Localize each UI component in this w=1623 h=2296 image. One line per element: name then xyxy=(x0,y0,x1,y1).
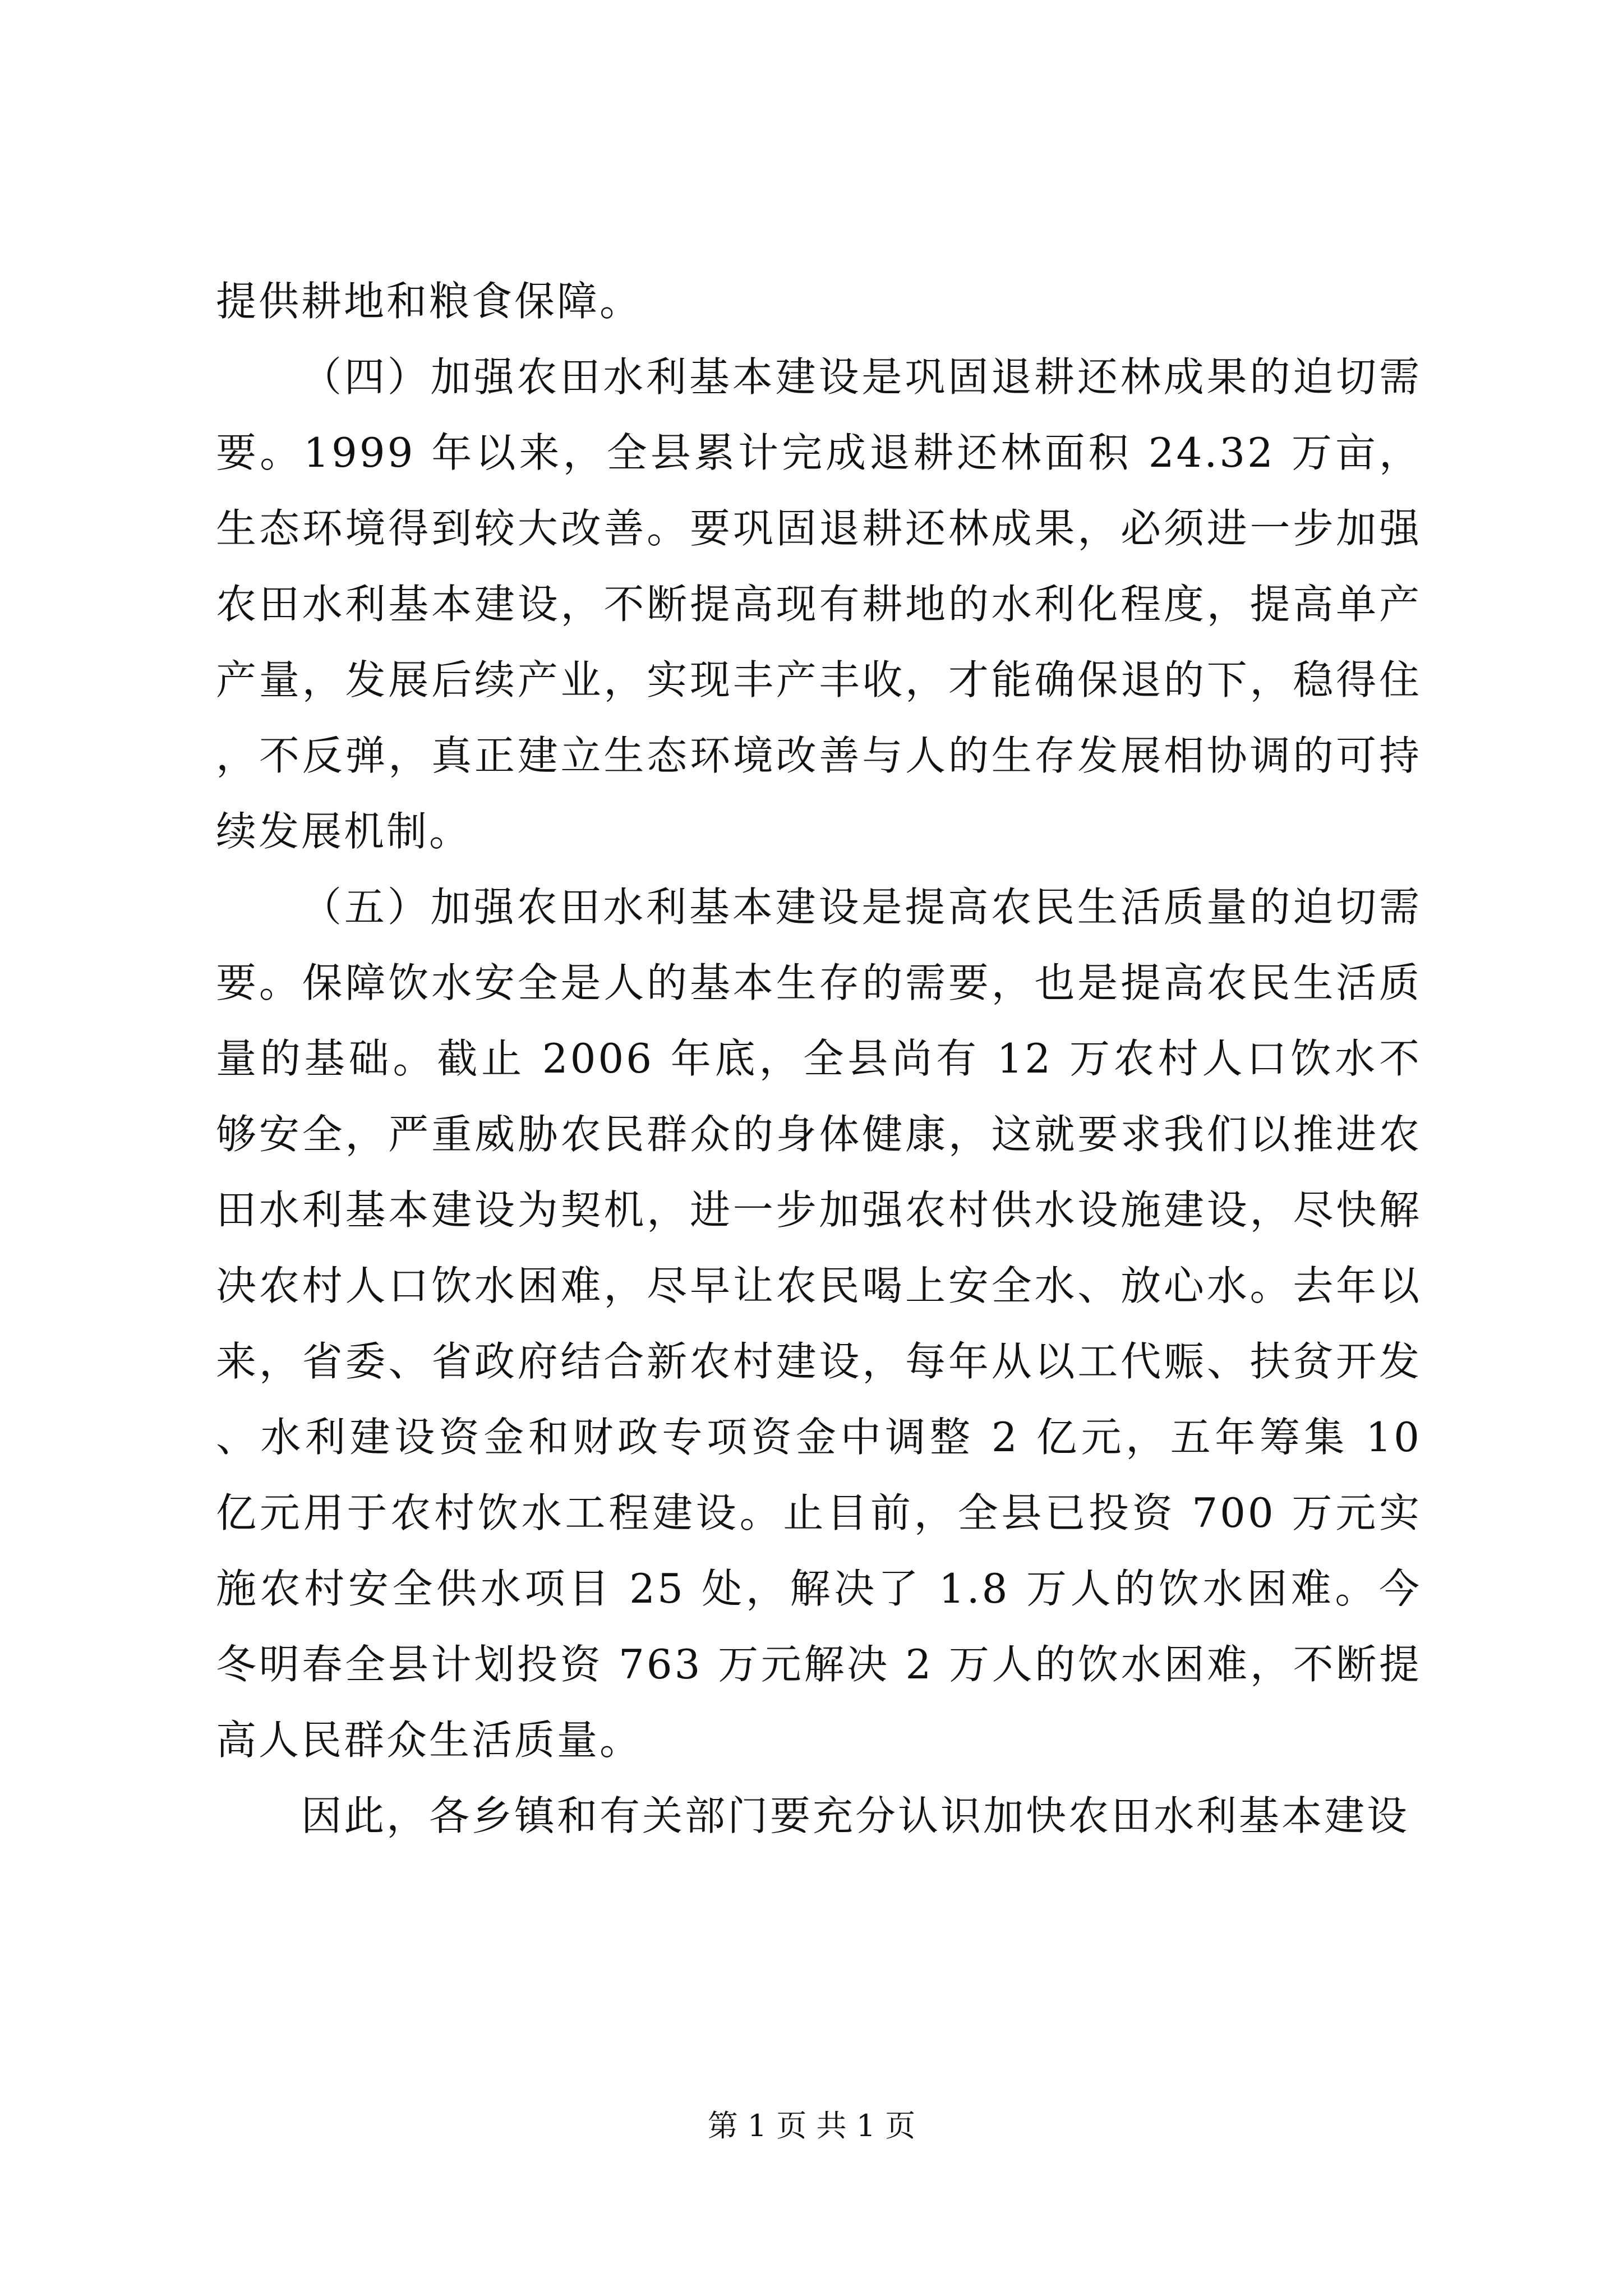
paragraph-conclusion: 因此，各乡镇和有关部门要充分认识加快农田水利基本建设 xyxy=(301,1792,1410,1839)
paragraph-continuation: 提供耕地和粮食保障。 xyxy=(216,278,643,325)
paragraph-section-five: （五）加强农田水利基本建设是提高农民生活质量的迫切需要。保障饮水安全是人的基本生存的需要，也是提高农民生活质量的基础。截止 2006 年底，全县尚有 12 万农村人口饮水不够安全，严重威胁农民群众的身体健康，这就要求我们以推进农田水利基本建设为契机，进一步加强农村供水设施建设，尽快解决农村人口饮水困难，尽早让农民喝上安全水、放心水。去年以来，省委、省政府结合新农村建设，每年从以工代赈、扶贫开发、水利建设资金和财政专项资金中调整 2 亿元，五年筹集 10 亿元用于农村饮水工程建设。止目前，全县已投资 700 万元实施农村安全供水项目 25 处，解决了 1.8 万人的饮水困难。今冬明春全县计划投资 763 万元解决 2 万人的饮水困难，不断提高人民群众生活质量。 xyxy=(216,884,1422,1764)
page-footer: 第 1 页 共 1 页 xyxy=(707,2108,916,2143)
paragraph-section-four: （四）加强农田水利基本建设是巩固退耕还林成果的迫切需要。1999 年以来，全县累计完成退耕还林面积 24.32 万亩，生态环境得到较大改善。要巩固退耕还林成果，必须进一步加强农田水利基本建设，不断提高现有耕地的水利化程度，提高单产产量，发展后续产业，实现丰产丰收，才能确保退的下，稳得住，不反弹，真正建立生态环境改善与人的生存发展相协调的可持续发展机制。 xyxy=(216,353,1422,855)
document-body xyxy=(216,264,1422,1854)
